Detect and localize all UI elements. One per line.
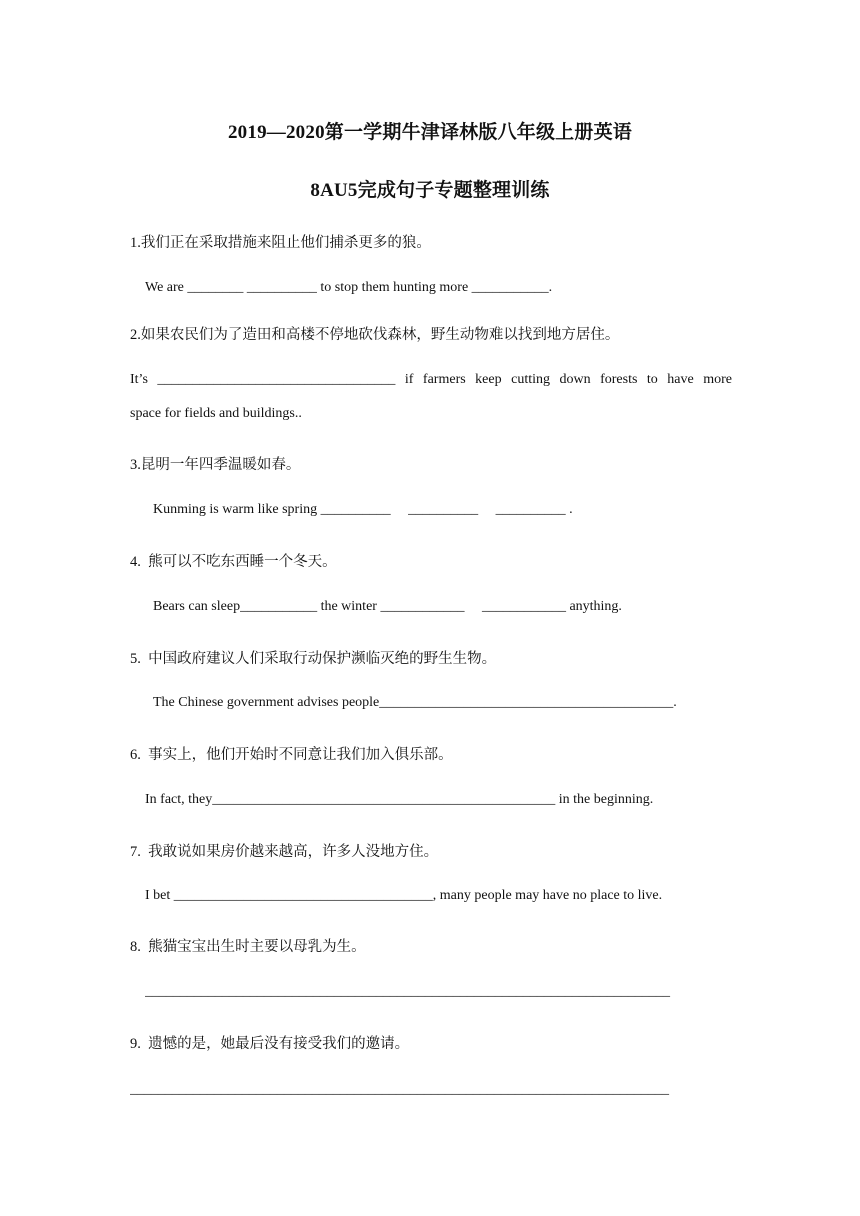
page-subtitle: 8AU5完成句子专题整理训练 [310,180,550,201]
question-8-chinese: 8. 熊猫宝宝出生时主要以母乳为生。 [130,939,366,955]
question-1-chinese: 1.我们正在采取措施来阻止他们捕杀更多的狼。 [130,235,431,251]
question-2-chinese: 2.如果农民们为了造田和高楼不停地砍伐森林，野生动物难以找到地方居住。 [130,327,620,343]
question-7-chinese: 7. 我敢说如果房价越来越高，许多人没地方住。 [130,844,439,860]
question-9-chinese: 9. 遗憾的是，她最后没有接受我们的邀请。 [130,1036,410,1052]
page-title: 2019—2020第一学期牛津译林版八年级上册英语 [227,122,632,143]
question-2-english-line-1: It’s __________________________________ if farmers keep cutting down forests to have more [130,372,732,387]
question-3-chinese: 3.昆明一年四季温暖如春。 [130,457,301,473]
question-5-english: The Chinese government advises people__________________________________________. [153,695,677,710]
question-7-english: I bet _____________________________________, many people may have no place to live. [145,888,663,903]
question-1-english: We are ________ __________ to stop them hunting more ___________. [145,280,553,295]
question-8-answer-line: ___________________________________________________________________________ [145,984,670,999]
question-4-english: Bears can sleep___________ the winter ____________ ____________ anything. [153,599,622,614]
question-5-chinese: 5. 中国政府建议人们采取行动保护濒临灭绝的野生生物。 [130,651,497,667]
question-6-english: In fact, they_________________________________________________ in the beginning. [145,792,654,807]
question-3-english: Kunming is warm like spring __________ __________ __________ . [153,502,573,517]
question-6-chinese: 6. 事实上，他们开始时不同意让我们加入俱乐部。 [130,747,453,763]
question-9-answer-line: _____________________________________________________________________________ [130,1082,669,1097]
question-2-english-line-2: space for fields and buildings.. [130,406,302,421]
question-4-chinese: 4. 熊可以不吃东西睡一个冬天。 [130,554,337,570]
